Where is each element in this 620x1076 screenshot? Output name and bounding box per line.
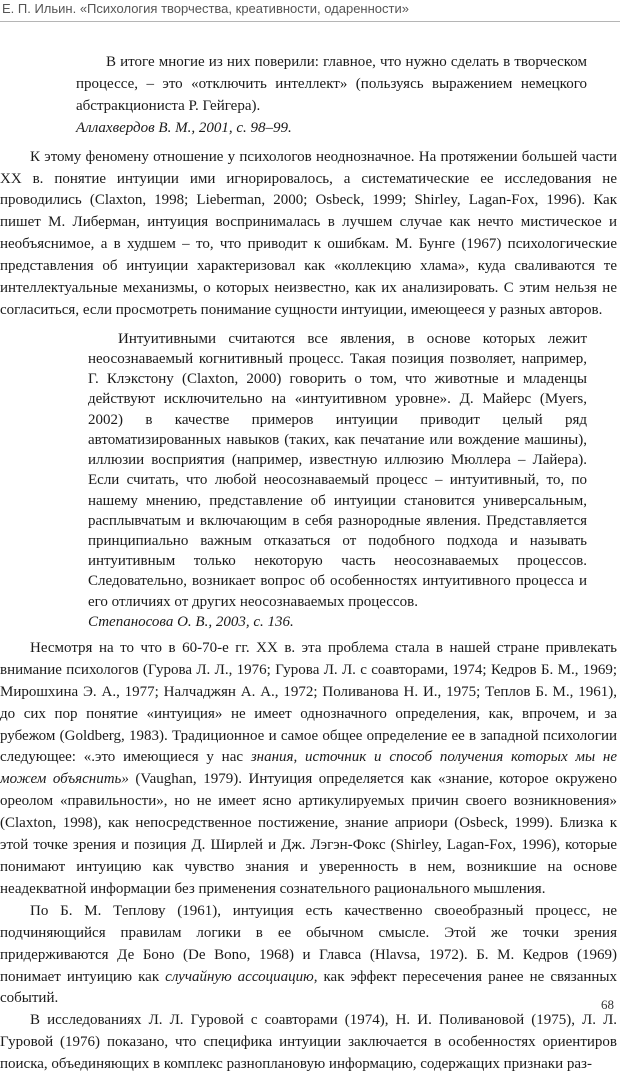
quote-2-text: Интуитивными считаются все явления, в основе которых лежит неосознаваемый когнитивный процесс. Такая позиция позволяет, например, Г. Клэкстону (Claxton, 2000) говорить о том, что животные и младенцы действуют исключительно на «интуитивном уровне». Д. Майерс (Myers, 2002) в качестве примеров интуиции приводит целый ряд автоматизированных навыков (таких, как печатание или вождение машины), иллюзии восприятия (например, известную иллюзию Мюллера – Лайера). Если считать, что любой неосознаваемый процесс – интуитивный, то, по нашему мнению, представление об интуиции становится универсальным, расплывчатым и включающим в себя разнородные явления. Представляется принципиально важным отказаться от подобного подхода и называть интуитивным только некоторую часть неосознаваемых процессов. Следовательно, возникает вопрос об особенностях интуитивного процесса и его отличиях от других неосознаваемых процессов. bbox=[88, 330, 587, 610]
paragraph-2-emphasis: знания, источник и способ получения которых мы не можем объяснить» bbox=[0, 749, 617, 788]
running-header bbox=[0, 0, 620, 22]
epigraph-quote-1 bbox=[76, 52, 587, 140]
paragraph-2-text-a: Несмотря на то что в 60-70-е гг. XX в. эта проблема стала в нашей стране привлекать внимание психологов (Гурова Л. Л., 1976; Гурова Л. Л. с соавторами, 1974; Кедров Б. М., 1969; Мирошхина Э. А., 1977; Налчаджян А. А., 1972; Поливанова Н. И., 1975; Теплов Б. М., 1961), до сих пор понятие «интуиция» не имеет однозначного определения, как, впрочем, и за рубежом (Goldberg, 1983). Традиционное и самое общее определение ее в западной психологии следующее: «.это имеющиеся у нас bbox=[0, 639, 617, 766]
paragraph-2 bbox=[0, 638, 617, 901]
paragraph-1: К этому феномену отношение у психологов неоднозначное. На протяжении большей части XX в. понятие интуиции ими игнорировалось, а систематические ее исследования не проводились (Claxton, 1998; Lieberman, 2000; Osbeck, 1999; Shirley, Lagan-Fox, 1996). Как пишет М. Либерман, интуиция воспринималась в лучшем случае как нечто мистическое и необъяснимое, а в худшем – то, что приводит к ошибкам. М. Бунге (1967) психологические представления об интуиции характеризовал как «коллекцию хлама», куда сваливаются те интеллектуальные механизмы, о которых неизвестно, как их анализировать. С этим нельзя не согласиться, если просмотреть понимание сущности интуиции, имеющееся у разных авторов. bbox=[0, 148, 617, 318]
paragraph-3-text-b: как эффект пересечения ранее не связанных событий. bbox=[0, 968, 617, 1007]
paragraph-3 bbox=[0, 901, 617, 1011]
quote-1-citation: Аллахвердов В. М., 2001, с. 98–99. bbox=[76, 119, 292, 136]
header-divider bbox=[0, 21, 620, 22]
running-title: Е. П. Ильин. «Психология творчества, креативности, одаренности» bbox=[2, 1, 409, 16]
paragraph-3-emphasis: случайную ассоциацию, bbox=[165, 968, 318, 985]
paragraph-3-text-a: По Б. М. Теплову (1961), интуиция есть качественно своеобразный процесс, не подчиняющийся правилам логики в ее обычном смысле. Этой же точки зрения придерживаются Де Боно (De Bono, 1968) и Главса (Hlavsa, 1972). Б. М. Кедров (1969) понимает интуицию как bbox=[0, 902, 617, 985]
paragraph-4: В исследованиях Л. Л. Гуровой с соавторами (1974), Н. И. Поливановой (1975), Л. Л. Гуровой (1976) показано, что специфика интуиции заключается в особенностях ориентиров поиска, объединяющих в комплекс разноплановую информацию, содержащих признаки раз- bbox=[0, 1012, 617, 1073]
epigraph-quote-2 bbox=[88, 329, 587, 632]
paragraph-2-text-b: (Vaughan, 1979). Интуиция определяется как «знание, которое окружено ореолом «правильности», но не имеет ясно артикулируемых причин своего возникновения» (Claxton, 1998), как непосредственное постижение, знание априори (Osbeck, 1999). Близка к этой точке зрения и позиция Д. Ширлей и Дж. Лэгэн-Фокс (Shirley, Lagan-Fox, 1996), которые понимают интуицию как чувство знания и уверенность в нем, возникшие на основе неадекватной информации без применения сознательного рационального мышления. bbox=[0, 771, 617, 897]
page-body bbox=[0, 52, 617, 1076]
quote-1-text: В итоге многие из них поверили: главное, что нужно сделать в творческом процессе, – это «отключить интеллект» (пользуясь выражением немецкого абстракциониста Р. Гейгера). bbox=[76, 54, 587, 114]
quote-2-citation: Степаносова О. В., 2003, с. 136. bbox=[88, 613, 294, 630]
page-number: 68 bbox=[601, 997, 614, 1012]
